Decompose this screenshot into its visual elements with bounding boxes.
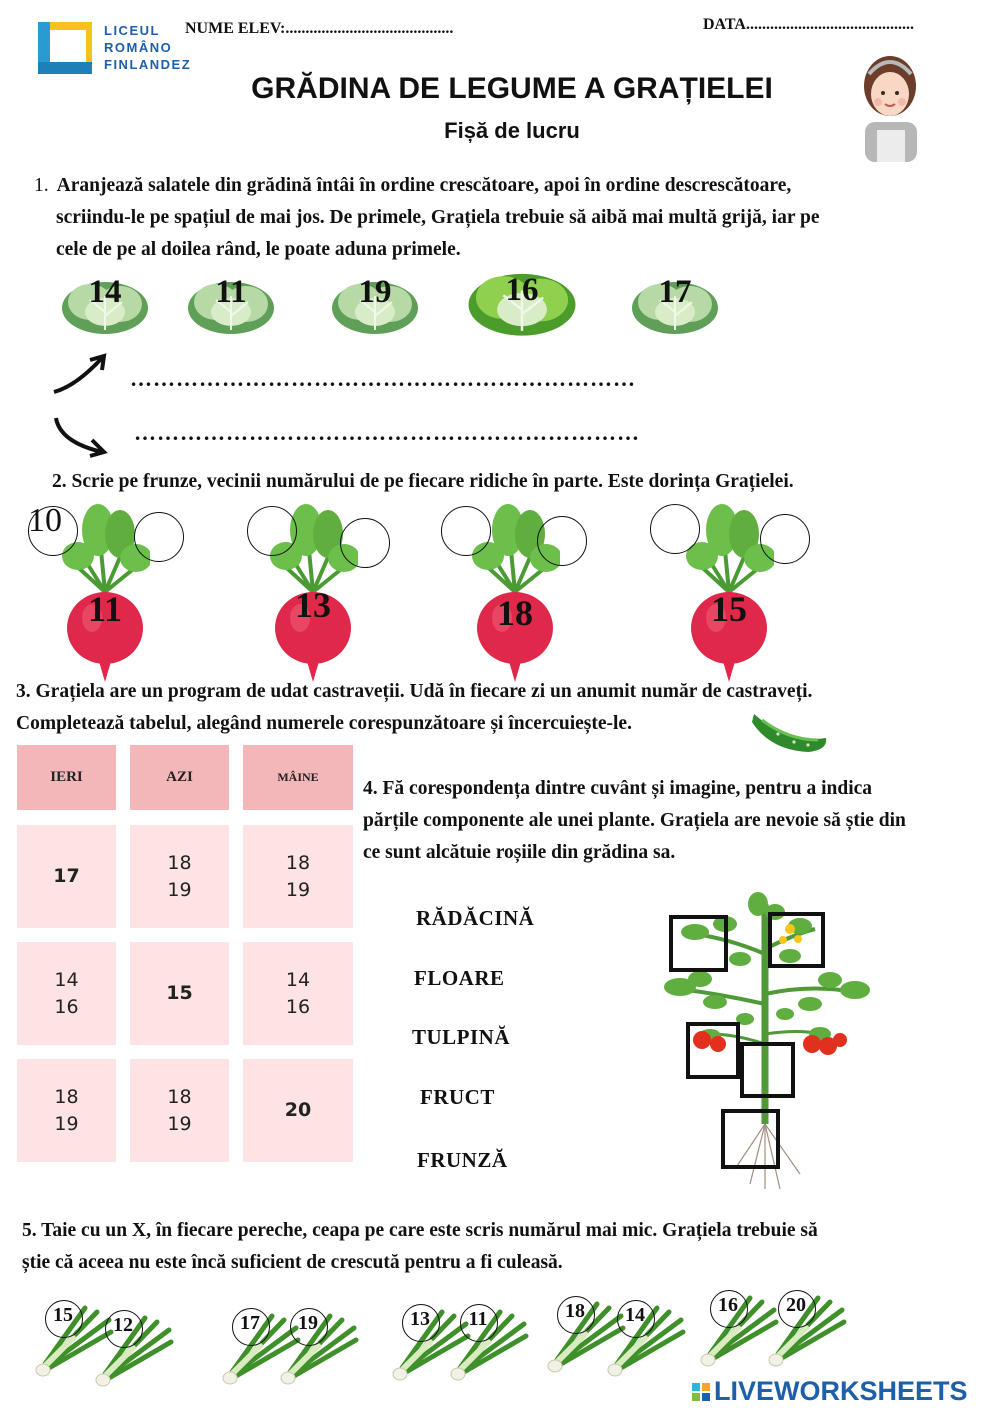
word-flower[interactable]: FLOARE — [414, 966, 505, 990]
cell-value[interactable]: 19 — [54, 1112, 79, 1135]
answer-box-fruit[interactable] — [686, 1022, 740, 1079]
onion-number: 16 — [718, 1294, 738, 1316]
table-cell[interactable] — [243, 942, 353, 1045]
ascending-answer-line[interactable]: ………………………………………………………… — [130, 366, 636, 391]
leaf-answer-circle[interactable] — [134, 512, 184, 562]
exercise-5-text: 5. Taie cu un X, în fiecare pereche, ceapa pe care este scris numărul mai mic. Grațiela trebuie să știe că aceea nu este încă suficient de crescută pentru a fi culeasă. — [22, 1220, 818, 1273]
salad-number: 19 — [358, 274, 392, 310]
table-header: MÂINE — [243, 745, 353, 810]
girl-illustration — [855, 44, 925, 162]
cell-value: 17 — [53, 865, 80, 887]
salad-number: 16 — [505, 272, 539, 308]
page-subtitle: Fișă de lucru — [444, 118, 580, 143]
answer-box-flower[interactable] — [768, 912, 825, 968]
cell-value: 15 — [166, 982, 193, 1004]
radish-number: 15 — [711, 589, 747, 629]
cell-value[interactable]: 18 — [285, 851, 311, 874]
example-answer: 10 — [28, 502, 62, 539]
liveworksheets-logo — [692, 1376, 968, 1407]
leaf-answer-circle[interactable] — [650, 504, 700, 554]
liveworksheets-brand: LIVEWORKSHEETS — [714, 1376, 968, 1406]
descending-answer-line[interactable]: ………………………………………………………… — [134, 420, 640, 445]
salad-number: 11 — [215, 274, 247, 310]
spring-onion[interactable] — [280, 1310, 360, 1386]
radish-number: 13 — [295, 585, 331, 625]
salad-number: 17 — [658, 274, 692, 310]
table-cell — [130, 942, 229, 1045]
onion-number: 17 — [240, 1312, 260, 1334]
word-leaf[interactable]: FRUNZĂ — [417, 1148, 508, 1172]
table-header: IERI — [17, 745, 116, 810]
leaf-answer-circle[interactable] — [760, 514, 810, 564]
table-cell — [17, 825, 116, 928]
spring-onion[interactable] — [450, 1306, 530, 1382]
table-cell — [243, 1059, 353, 1162]
exercise-2-text: 2. Scrie pe frunze, vecinii numărului de pe fiecare ridiche în parte. Este dorința Grațielei. — [52, 471, 794, 492]
table-cell[interactable] — [17, 1059, 116, 1162]
cell-value: 20 — [284, 1099, 312, 1121]
leaf-answer-circle[interactable] — [247, 506, 297, 556]
cell-value[interactable]: 19 — [167, 1112, 192, 1135]
onion-number: 20 — [786, 1294, 806, 1316]
liveworksheets-mark-icon — [692, 1383, 710, 1401]
leaf-answer-circle[interactable] — [441, 506, 491, 556]
date-field[interactable]: DATA.......................................... — [703, 16, 914, 33]
page-title: GRĂDINA DE LEGUME A GRAȚIELEI — [251, 72, 773, 105]
cucumber-icon — [748, 700, 830, 756]
descending-arrow-icon — [50, 414, 110, 458]
exercise-3-text: 3. Grațiela are un program de udat castraveții. Udă în fiecare zi un anumit număr de castraveți. Completează tabelul, alegând numerele corespunzătoare și încercuiește-le. — [16, 681, 813, 734]
table-cell[interactable] — [243, 825, 353, 928]
salad — [630, 272, 720, 336]
salad — [466, 262, 578, 338]
onion-number: 12 — [113, 1314, 133, 1336]
radish-number: 18 — [497, 593, 533, 633]
cell-value[interactable]: 16 — [285, 995, 311, 1018]
word-stem[interactable]: TULPINĂ — [412, 1025, 511, 1049]
word-root[interactable]: RĂDĂCINĂ — [416, 906, 535, 930]
salad — [330, 272, 420, 336]
school-logo — [36, 20, 94, 76]
onion-number: 14 — [625, 1304, 645, 1326]
table-header: AZI — [130, 745, 229, 810]
word-fruit[interactable]: FRUCT — [420, 1085, 495, 1109]
onion-number: 15 — [53, 1304, 73, 1326]
exercise-1-text: 1. Aranjează salatele din grădină întâi în ordine crescătoare, apoi în ordine descrescătoare, scriindu-le pe spațiul de mai jos. De primele, Grațiela trebuie să aibă mai multă grijă, iar pe cele de pe al doilea rând, le poate aduna primele. — [34, 175, 820, 260]
spring-onion[interactable] — [607, 1302, 687, 1378]
cell-value[interactable]: 19 — [285, 878, 311, 901]
onion-number: 19 — [298, 1312, 318, 1334]
cell-value[interactable]: 16 — [54, 995, 79, 1018]
cell-value[interactable]: 14 — [285, 968, 311, 991]
spring-onion[interactable] — [95, 1312, 175, 1388]
cell-value[interactable]: 18 — [54, 1085, 79, 1108]
onion-number: 13 — [410, 1308, 430, 1330]
answer-box-leaf[interactable] — [669, 915, 728, 972]
student-name-field[interactable]: NUME ELEV:.......................................... — [185, 20, 454, 37]
spring-onion[interactable] — [768, 1292, 848, 1368]
salad — [60, 272, 150, 336]
onion-number: 18 — [565, 1300, 585, 1322]
answer-box-stem[interactable] — [740, 1042, 795, 1098]
leaf-answer-circle[interactable] — [537, 516, 587, 566]
cell-value[interactable]: 18 — [167, 1085, 192, 1108]
school-name: LICEUL ROMÂNO FINLANDEZ — [104, 23, 192, 72]
table-cell[interactable] — [130, 1059, 229, 1162]
exercise-4-text: 4. Fă corespondența dintre cuvânt și imagine, pentru a indica părțile componente ale unei plante. Grațiela are nevoie să știe din ce sunt alcătuie roșiile din grădina sa. — [363, 778, 906, 863]
cell-value[interactable]: 14 — [54, 968, 79, 991]
salad — [186, 272, 276, 336]
onion-number: 11 — [468, 1308, 488, 1330]
cell-value[interactable]: 18 — [167, 851, 192, 874]
salad-number: 14 — [88, 274, 122, 310]
table-cell[interactable] — [17, 942, 116, 1045]
leaf-answer-circle[interactable] — [340, 518, 390, 568]
radish-number: 11 — [87, 589, 122, 629]
answer-box-root[interactable] — [721, 1109, 780, 1169]
ascending-arrow-icon — [50, 352, 110, 396]
table-cell[interactable] — [130, 825, 229, 928]
cell-value[interactable]: 19 — [167, 878, 192, 901]
